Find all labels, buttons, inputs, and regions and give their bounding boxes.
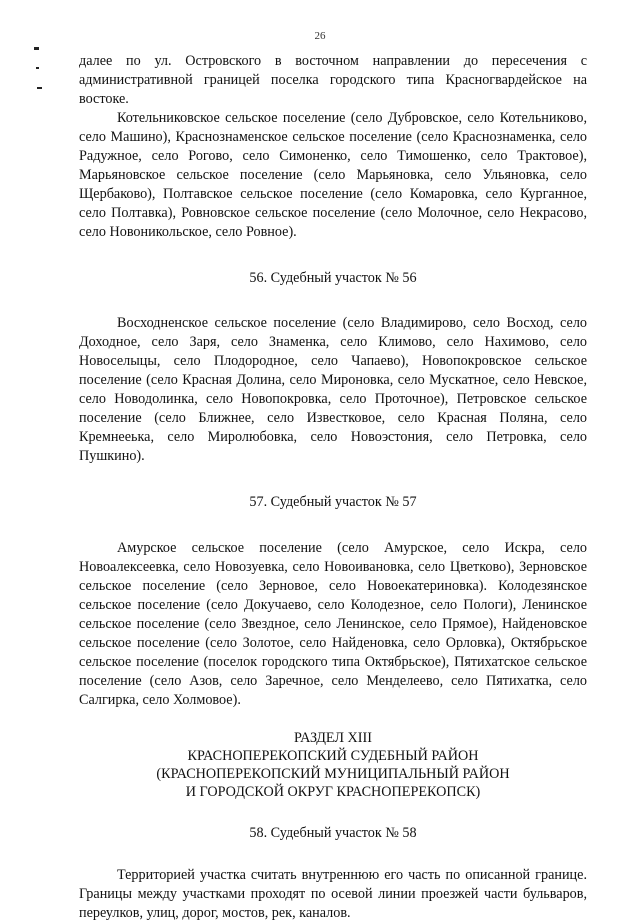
section-heading-57: 57. Судебный участок № 57 [249, 494, 417, 510]
margin-mark [36, 67, 39, 69]
margin-mark [34, 47, 39, 50]
paragraph-settlements: Котельниковское сельское поселение (село Дубровское, село Котельниково, село Машино), Краснознаменское сельское поселение (село Краснознаменка, село Радужное, село Рогово, село Симоненко, село Тимошенко, село Трактовое), Марьяновское сельское поселение (село Марьяновка, село Ульяновка, село Щербаково), Полтавское сельское поселение (село Комаровка, село Курганное, село Полтавка), Ровновское сельское поселение (село Молочное, село Некрасово, село Новоникольское, село Ровное). [79, 110, 587, 240]
razdel-district: КРАСНОПЕРЕКОПСКИЙ СУДЕБНЫЙ РАЙОН [187, 748, 479, 764]
razdel-title: РАЗДЕЛ XIII [294, 730, 372, 746]
razdel-municipal: (КРАСНОПЕРЕКОПСКИЙ МУНИЦИПАЛЬНЫЙ РАЙОН [156, 766, 510, 782]
section-text-58: Территорией участка считать внутреннюю его часть по описанной границе. Границы между участками проходят по осевой линии проезжей части бульваров, переулков, улиц, дорог, мостов, рек, каналов. [79, 867, 587, 921]
razdel-heading [79, 729, 587, 801]
razdel-city: И ГОРОДСКОЙ ОКРУГ КРАСНОПЕРЕКОПСК) [185, 784, 481, 800]
page-number: 26 [314, 30, 326, 42]
paragraph-continuation: далее по ул. Островского в восточном направлении до пересечения с административной границей поселка городского типа Красногвардейское на востоке. [79, 53, 587, 107]
section-heading-58: 58. Судебный участок № 58 [249, 825, 417, 841]
section-text-57: Амурское сельское поселение (село Амурское, село Искра, село Новоалексеевка, село Новозуевка, село Новоивановка, село Цветково), Зерновское сельское поселение (село Зерновое, село Новоекатериновка). Колодезянское сельское поселение (село Докучаево, село Колодезное, село Пологи), Ленинское сельское поселение (село Звездное, село Ленинское, село Прямое), Найденовское сельское поселение (село Золотое, село Найденовка, село Орловка), Октябрьское сельское поселение (поселок городского типа Октябрьское), Пятихатское сельское поселение (село Азов, село Заречное, село Менделеево, село Пятихатка, село Салгирка, село Холмовое). [79, 540, 587, 708]
section-text-56: Восходненское сельское поселение (село Владимирово, село Восход, село Доходное, село Заря, село Знаменка, село Климово, село Нахимово, село Новоселыцы, село Плодородное, село Чапаево), Новопокровское сельское поселение (село Красная Долина, село Мироновка, село Мускатное, село Невское, село Новодолинка, село Новопокровка, село Проточное), Петровское сельское поселение (село Ближнее, село Известковое, село Красная Поляна, село Кремнееька, село Миролюбовка, село Новоэстония, село Петровка, село Пушкино). [79, 315, 587, 464]
section-heading-56: 56. Судебный участок № 56 [249, 270, 417, 286]
document-body [79, 52, 587, 923]
margin-mark [37, 87, 42, 89]
